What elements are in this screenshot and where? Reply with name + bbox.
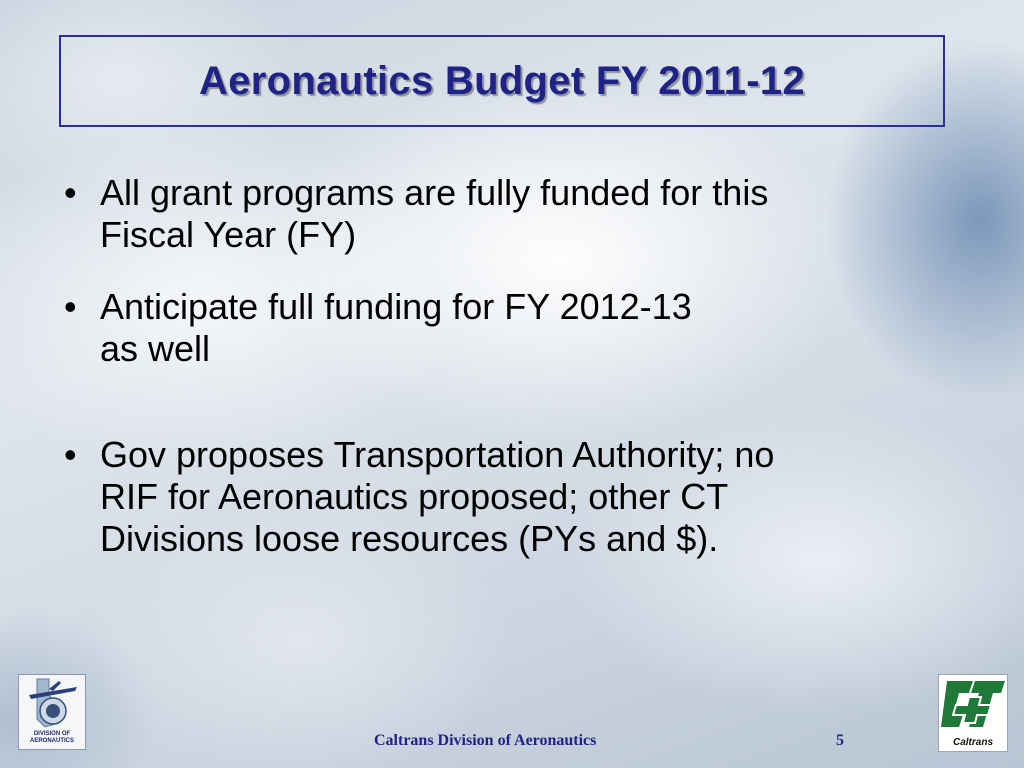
bullet-line: Anticipate full funding for FY 2012-13 [100,286,692,327]
aeronautics-emblem-icon [19,675,85,735]
caltrans-wordmark: Caltrans [952,737,993,748]
bullet-line: Gov proposes Transportation Authority; no [100,434,775,475]
bullet-line: as well [100,328,211,369]
bullet-line: Fiscal Year (FY) [100,214,357,255]
footer-organization: Caltrans Division of Aeronautics [374,732,597,749]
bullet-line: RIF for Aeronautics proposed; other CT [100,476,729,517]
caltrans-mark-icon [939,675,1007,735]
bullet-item-grant-programs [58,172,968,256]
division-of-aeronautics-logo-icon [18,674,86,750]
caltrans-logo-icon [938,674,1008,752]
page-number: 5 [836,732,844,749]
division-of-aeronautics-label: DIVISION OF AERONAUTICS [29,731,74,744]
bullet-line: Divisions loose resources (PYs and $). [100,518,719,559]
title-frame [59,35,945,127]
bullet-item-transportation-authority [58,434,968,560]
bullet-list [58,172,968,560]
bullet-line: All grant programs are fully funded for this [100,172,769,213]
bullet-item-full-funding [58,286,968,370]
slide-title: Aeronautics Budget FY 2011-12 [199,58,805,103]
